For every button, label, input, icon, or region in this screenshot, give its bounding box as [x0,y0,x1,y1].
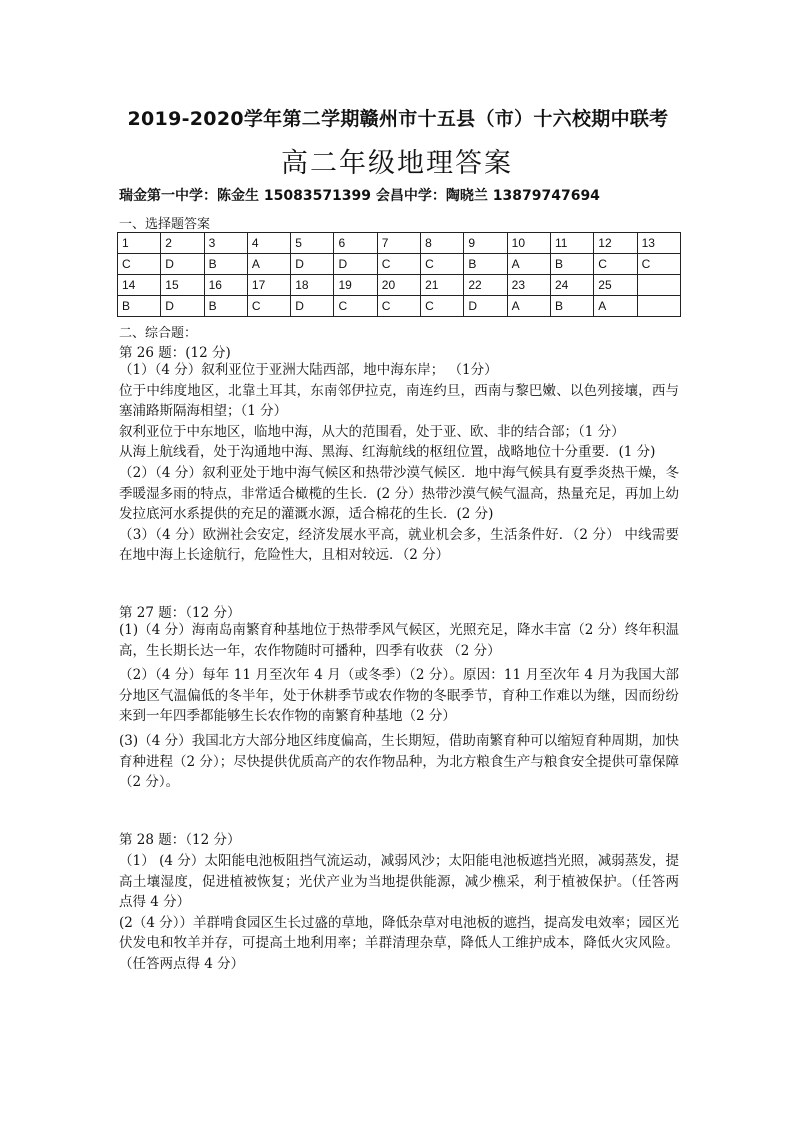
q27-paragraph: (3)（4 分）我国北方大部分地区纬度偏高，生长期短，借助南繁育种可以缩短育种周期，加快育种进程（2 分）；尽快提供优质高产的农作物品种，为北方粮食生产与粮食安全提供可靠保障（2 分）。 [119,732,679,791]
q27-answer [119,620,679,793]
answer-table-cell: A [507,254,550,275]
answer-table-cell: A [247,254,290,275]
authors-line: 瑞金第一中学：陈金生 15083571399 会昌中学：陶晓兰 13879747694 [119,188,600,204]
q26-answer [119,360,679,566]
section1-heading: 一、选择题答案 [119,217,211,232]
answer-table-cell: 1 [118,233,161,254]
answer-table-cell: C [594,254,637,275]
answer-table-cell: C [377,296,420,317]
answer-table-cell: C [118,254,161,275]
answer-table [117,232,681,317]
answer-table-cell: 11 [550,233,593,254]
answer-table-cell: 6 [334,233,377,254]
answer-table-cell [637,275,680,296]
answer-table-cell: B [550,254,593,275]
answer-table-cell: 12 [594,233,637,254]
q28-paragraph: (2（4 分））羊群啃食园区生长过盛的草地，降低杂草对电池板的遮挡，提高发电效率；园区光伏发电和牧羊并存，可提高土地利用率；羊群清理杂草，降低人工维护成本，降低火灾风险。（任答两点得 4 分） [119,914,679,972]
answer-table-cell: B [204,296,247,317]
answer-table-cell: 5 [291,233,334,254]
q26-paragraph: （2）（4 分）叙利亚处于地中海气候区和热带沙漠气候区．地中海气候具有夏季炎热干燥，冬季暖湿多雨的特点，非常适合橄榄的生长．(2 分）热带沙漠气候气温高，热量充足，再加上幼发拉底河水系提供的充足的灌溉水源，适合棉花的生长．(2 分) [119,464,679,523]
answer-table-cell: D [161,296,204,317]
q27-paragraph: (1)（4 分）海南岛南繁育种基地位于热带季风气候区，光照充足，降水丰富（2 分）终年积温高，生长期长达一年，农作物随时可播种，四季有收获 （2 分） [119,622,679,659]
answer-table-cell: 23 [507,275,550,296]
answer-table-cell: D [291,296,334,317]
answer-table-cell: B [204,254,247,275]
answer-table-cell: D [464,296,507,317]
answer-table-cell: 2 [161,233,204,254]
answer-table-row [118,233,681,254]
answer-table-cell: D [161,254,204,275]
q27-paragraph: （2）（4 分）每年 11 月至次年 4 月（或冬季）（2 分）。原因：11 月至次年 4 月为我国大部分地区气温偏低的冬半年，处于休耕季节或农作物的冬眠季节，育种工作难以为继，因而纷纷来到一年四季都能够生长农作物的南繁育种基地（2 分） [119,667,679,725]
answer-table-cell: 21 [421,275,464,296]
answer-table-cell: 18 [291,275,334,296]
q26-paragraph: 位于中纬度地区，北靠土耳其，东南邻伊拉克，南连约旦，西南与黎巴嫩、以色列接壤，西与塞浦路斯隔海相望；（1 分） [119,382,679,420]
answer-table-cell: 19 [334,275,377,296]
answer-table-cell: C [247,296,290,317]
answer-table-cell: B [118,296,161,317]
answer-table-cell: 22 [464,275,507,296]
answer-table-cell: B [464,254,507,275]
answer-table-cell: D [334,254,377,275]
section2-heading: 二、综合题： [119,326,198,341]
answer-table-row [118,254,681,275]
answer-table-row [118,275,681,296]
q28-paragraph: （1） (4 分）太阳能电池板阻挡气流运动，减弱风沙；太阳能电池板遮挡光照，减弱蒸发，提高土壤湿度，促进植被恢复；光伏产业为当地提供能源，减少樵采，利于植被保护。（任答两点得 4 分） [119,853,679,911]
answer-table-cell: B [550,296,593,317]
answer-table-cell [637,296,680,317]
answer-table-cell: 13 [637,233,680,254]
answer-table-row [118,296,681,317]
answer-table-cell: 9 [464,233,507,254]
exam-title: 2019-2020学年第二学期赣州市十五县（市）十六校期中联考 [127,108,669,130]
answer-table-cell: 16 [204,275,247,296]
q26-paragraph: （1）（4 分）叙利亚位于亚洲大陆西部，地中海东岸； （1分） [119,362,498,378]
q26-paragraph: 叙利亚位于中东地区，临地中海，从大的范围看，处于亚、欧、非的结合部；（1 分） [119,423,625,440]
answer-table-cell: 3 [204,233,247,254]
answer-table-cell: 17 [247,275,290,296]
answer-table-cell: 15 [161,275,204,296]
q26-heading: 第 26 题：(12 分) [119,345,231,361]
answer-table-cell: 20 [377,275,420,296]
q28-answer [119,851,679,975]
answer-table-cell: A [594,296,637,317]
answer-table-cell: C [637,254,680,275]
answer-table-cell: 10 [507,233,550,254]
answer-table-cell: 25 [594,275,637,296]
answer-table-cell: 24 [550,275,593,296]
answer-table-cell: C [377,254,420,275]
answer-table-cell: D [291,254,334,275]
answer-table-cell: C [421,254,464,275]
document-title: 高二年级地理答案 [281,148,513,179]
answer-table-cell: 8 [421,233,464,254]
answer-table-cell: 7 [377,233,420,254]
answer-table-cell: 14 [118,275,161,296]
q26-paragraph: （3）（4 分）欧洲社会安定，经济发展水平高，就业机会多，生活条件好．（2 分） 中线需要在地中海上长途航行，危险性大，且相对较远．（2 分） [119,526,679,564]
answer-table-cell: 4 [247,233,290,254]
answer-table-cell: A [507,296,550,317]
q27-heading: 第 27 题：（12 分） [119,605,241,621]
answer-table-cell: C [334,296,377,317]
q26-paragraph: 从海上航线看，处于沟通地中海、黑海、红海航线的枢纽位置，战略地位十分重要．(1 分) [119,444,656,461]
answer-table-cell: C [421,296,464,317]
q28-heading: 第 28 题：（12 分） [119,832,241,848]
